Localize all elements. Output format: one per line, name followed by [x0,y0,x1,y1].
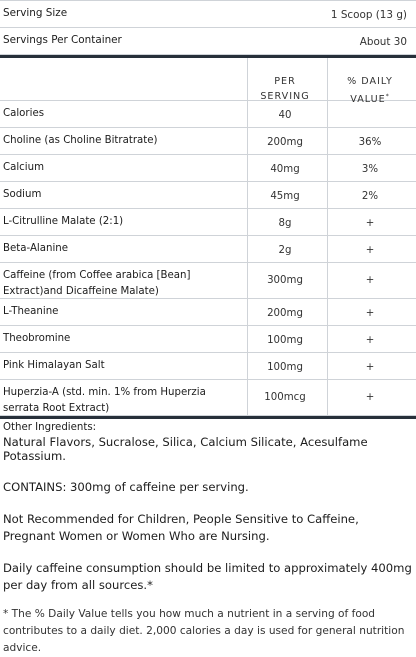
nutrient-amount: 200mg [267,137,303,148]
servings-per-container-label: Servings Per Container [3,34,122,46]
nutrient-daily-value: + [365,362,375,373]
nutrient-row [0,101,416,128]
nutrient-name: Sodium [3,189,42,200]
nutrient-daily-value: + [365,308,375,319]
nutrient-amount: 40mg [270,164,300,175]
nutrient-row [0,209,416,236]
nutrient-amount: 100mg [267,362,303,373]
nutrient-amount: 45mg [270,191,300,202]
nutrient-name: Theobromine [3,333,71,344]
serving-size-value: 1 Scoop (13 g) [330,9,407,21]
nutrient-daily-value: 36% [358,137,382,148]
nutrient-daily-value: + [365,218,375,229]
table-header [0,58,416,106]
nutrient-name: Calories [3,108,45,119]
nutrient-name: Choline (as Choline Bitratrate) [3,135,158,146]
header-value-text: VALUE [350,94,386,106]
nutrient-amount: 40 [278,110,292,121]
other-ingredients-label: Other Ingredients: [3,422,97,433]
contains-caffeine-text: CONTAINS: 300mg of caffeine per serving. [3,480,249,494]
other-ingredients-text: Natural Flavors, Sucralose, Silica, Calcium Silicate, Acesulfame Potassium. [3,435,368,463]
nutrient-name: Huperzia-A (std. min. 1% from Huperzia serrata Root Extract) [3,387,206,414]
nutrient-name: Pink Himalayan Salt [3,360,105,371]
header-daily: % DAILY [347,76,393,87]
header-per: PER [274,76,296,87]
nutrient-amount: 8g [278,218,292,229]
nutrient-row [0,128,416,155]
nutrient-daily-value: + [365,392,375,403]
nutrient-rows [0,101,416,416]
serving-size-label: Serving Size [3,7,68,19]
nutrient-row [0,299,416,326]
nutrient-row [0,353,416,380]
warning-text: Not Recommended for Children, People Sensitive to Caffeine, Pregnant Women or Women Who are Nursing. [3,512,359,543]
nutrient-name: Beta-Alanine [3,243,68,254]
nutrient-row [0,155,416,182]
nutrient-daily-value: + [365,335,375,346]
nutrient-amount: 300mg [267,275,303,286]
nutrient-name: L-Citrulline Malate (2:1) [3,216,124,227]
nutrient-daily-value: + [365,275,375,286]
nutrient-name: L-Theanine [3,306,59,317]
daily-value-footnote: * The % Daily Value tells you how much a nutrient in a serving of food contributes to a daily diet. 2,000 calories a day is used for general nutrition advice. [3,608,405,654]
servings-per-container-value: About 30 [359,36,407,48]
nutrient-daily-value: 3% [361,164,379,175]
servings-per-container-row [0,28,416,55]
nutrient-row [0,182,416,209]
header-per-serving [247,74,323,104]
nutrient-row [0,263,416,299]
caffeine-limit-text: Daily caffeine consumption should be limited to approximately 400mg per day from all sources.* [3,561,412,592]
nutrient-amount: 2g [278,245,292,256]
serving-size-row [0,0,416,28]
nutrient-daily-value: 2% [361,191,379,202]
nutrient-amount: 200mg [267,308,303,319]
nutrient-name: Calcium [3,162,44,173]
nutrient-amount: 100mg [267,335,303,346]
header-serving: SERVING [260,91,310,102]
header-value-asterisk: * [385,93,390,100]
nutrient-name: Caffeine (from Coffee arabica [Bean] Extract)and Dicaffeine Malate) [3,270,191,297]
nutrient-row [0,326,416,353]
nutrient-row [0,236,416,263]
nutrient-amount: 100mcg [264,392,306,403]
nutrient-row [0,380,416,416]
nutrient-daily-value: + [365,245,375,256]
